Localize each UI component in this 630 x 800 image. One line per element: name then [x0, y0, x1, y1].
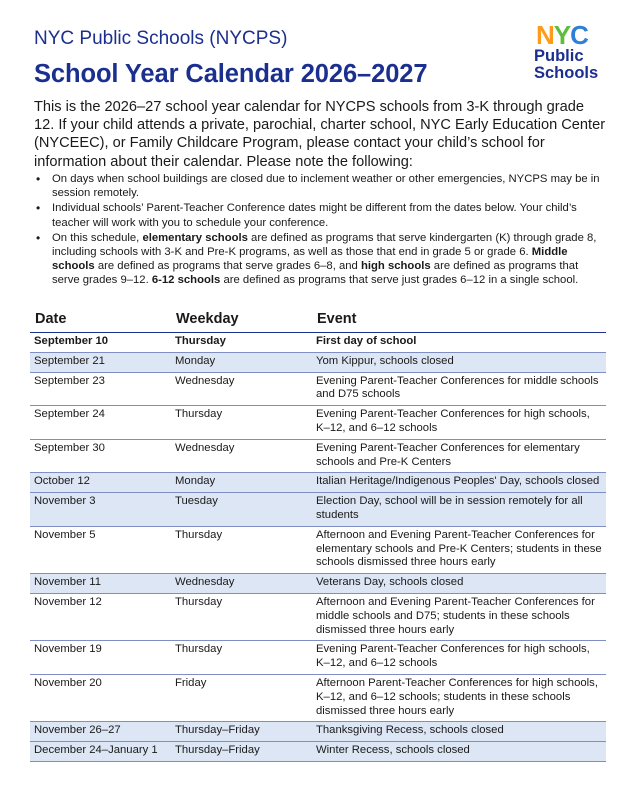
weekday-cell: Monday — [171, 473, 312, 493]
column-header-weekday: Weekday — [171, 308, 312, 333]
event-cell: Thanksgiving Recess, schools closed — [312, 722, 606, 742]
date-cell: September 21 — [30, 352, 171, 372]
table-row — [30, 574, 606, 594]
logo-nyc-mark: NYC — [536, 20, 588, 50]
event-cell: Yom Kippur, schools closed — [312, 352, 606, 372]
date-cell: November 3 — [30, 493, 171, 527]
date-cell: November 20 — [30, 674, 171, 721]
page-subtitle: NYC Public Schools (NYCPS) — [34, 28, 288, 49]
event-cell: Evening Parent-Teacher Conferences for high schools, K–12, and 6–12 schools — [312, 406, 606, 440]
date-cell: October 12 — [30, 473, 171, 493]
date-cell: September 30 — [30, 439, 171, 473]
date-cell: November 11 — [30, 574, 171, 594]
weekday-cell: Wednesday — [171, 372, 312, 406]
weekday-cell: Thursday — [171, 406, 312, 440]
date-cell: November 5 — [30, 526, 171, 573]
event-cell: Afternoon and Evening Parent-Teacher Conferences for elementary schools and Pre-K Centers; students in these schools dismissed three hours early — [312, 526, 606, 573]
event-cell: Winter Recess, schools closed — [312, 742, 606, 762]
date-cell: September 10 — [30, 333, 171, 353]
column-header-event: Event — [312, 308, 606, 333]
note-school-definitions: • On this schedule, elementary schools are defined as programs that serve kindergarten (K) through grade 8, including schools with 3-K and Pre-K programs, as well as those that end in grade 5 or grade 6. Middle schools are defined as programs that serve grades 6–8, and high schools are defined as programs that serve grades 9–12. 6-12 schools are defined as programs that serve just grades 6–12 in a single school. — [34, 231, 606, 288]
weekday-cell: Friday — [171, 674, 312, 721]
event-cell: Afternoon Parent-Teacher Conferences for high schools, K–12, and 6–12 schools; students in these schools dismissed three hours early — [312, 674, 606, 721]
page-title: School Year Calendar 2026–2027 — [34, 60, 428, 88]
event-cell: Italian Heritage/Indigenous Peoples' Day, schools closed — [312, 473, 606, 493]
table-row — [30, 526, 606, 573]
weekday-cell: Monday — [171, 352, 312, 372]
column-header-date: Date — [30, 308, 171, 333]
page-header — [34, 20, 599, 96]
event-cell: Election Day, school will be in session remotely for all students — [312, 493, 606, 527]
logo-line-public: Public — [534, 47, 584, 65]
weekday-cell: Thursday — [171, 333, 312, 353]
date-cell: September 24 — [30, 406, 171, 440]
date-cell: December 24–January 1 — [30, 742, 171, 762]
table-row — [30, 641, 606, 675]
weekday-cell: Wednesday — [171, 439, 312, 473]
date-cell: September 23 — [30, 372, 171, 406]
table-row — [30, 473, 606, 493]
table-row — [30, 593, 606, 640]
table-row — [30, 333, 606, 353]
weekday-cell: Thursday — [171, 526, 312, 573]
weekday-cell: Thursday–Friday — [171, 742, 312, 762]
weekday-cell: Thursday–Friday — [171, 722, 312, 742]
logo-line-schools: Schools — [534, 64, 599, 82]
table-row — [30, 674, 606, 721]
date-cell: November 19 — [30, 641, 171, 675]
event-cell: First day of school — [312, 333, 606, 353]
table-row — [30, 493, 606, 527]
weekday-cell: Thursday — [171, 593, 312, 640]
table-row — [30, 742, 606, 762]
date-cell: November 26–27 — [30, 722, 171, 742]
event-cell: Evening Parent-Teacher Conferences for high schools, K–12, and 6–12 schools — [312, 641, 606, 675]
event-cell: Evening Parent-Teacher Conferences for elementary schools and Pre-K Centers — [312, 439, 606, 473]
event-cell: Afternoon and Evening Parent-Teacher Conferences for middle schools and D75; students in these schools dismissed three hours early — [312, 593, 606, 640]
intro-paragraph: This is the 2026–27 school year calendar for NYCPS schools from 3-K through grade 12. If your child attends a private, parochial, charter school, NYC Early Education Center (NYCEEC), or Family Childcare Program, please contact your child’s school for information about their calendar. Please note the following: — [34, 99, 606, 170]
table-header-row — [30, 308, 606, 333]
weekday-cell: Wednesday — [171, 574, 312, 594]
event-cell: Veterans Day, schools closed — [312, 574, 606, 594]
notes-list — [34, 172, 606, 289]
table-row — [30, 352, 606, 372]
table-row — [30, 722, 606, 742]
date-cell: November 12 — [30, 593, 171, 640]
table-row — [30, 406, 606, 440]
table-row — [30, 372, 606, 406]
weekday-cell: Tuesday — [171, 493, 312, 527]
note-remote-session: • On days when school buildings are closed due to inclement weather or other emergencies, NYCPS may be in session remotely. — [34, 172, 606, 200]
weekday-cell: Thursday — [171, 641, 312, 675]
calendar-table — [30, 308, 606, 762]
table-row — [30, 439, 606, 473]
event-cell: Evening Parent-Teacher Conferences for middle schools and D75 schools — [312, 372, 606, 406]
nyc-public-schools-logo — [534, 22, 614, 84]
note-conference-dates: • Individual schools’ Parent-Teacher Conference dates might be different from the dates below. Your child’s teacher will work with you to schedule your conference. — [34, 201, 606, 229]
